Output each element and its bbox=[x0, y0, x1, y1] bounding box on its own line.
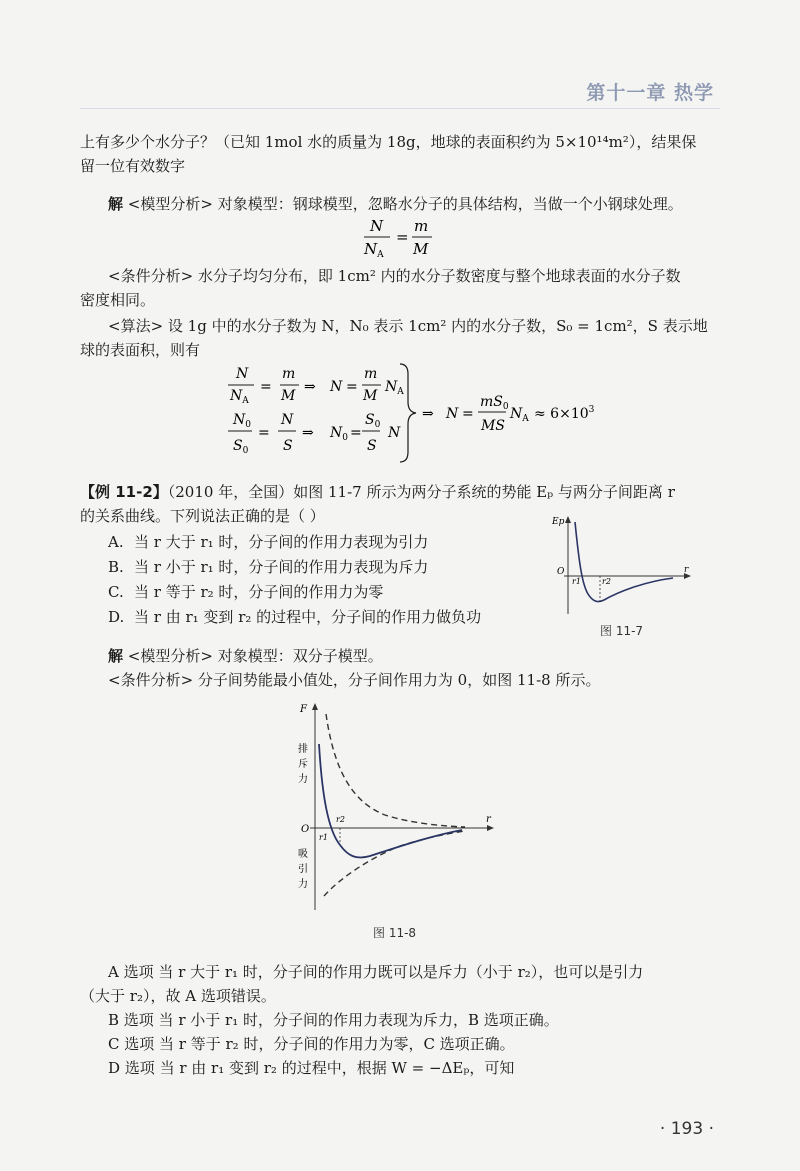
fig2-attract-1: 吸 bbox=[298, 849, 308, 860]
formula-system bbox=[228, 362, 608, 464]
svg-text:=: = bbox=[346, 379, 358, 395]
svg-text:m: m bbox=[282, 366, 296, 382]
intro-line-1: 上有多少个水分子？（已知 1mol 水的质量为 18g，地球的表面积约为 5×10¹⁴m²），结果保 bbox=[80, 133, 697, 151]
analysis-b: B 选项 当 r 小于 r₁ 时，分子间的作用力表现为斥力，B 选项正确。 bbox=[108, 1011, 559, 1029]
option-b-key: B. bbox=[108, 558, 124, 576]
fig2-r2: r2 bbox=[336, 815, 345, 824]
svg-text:NA: $N_A$ bbox=[385, 379, 404, 397]
figure-11-8 bbox=[290, 700, 500, 912]
option-a-key: A. bbox=[108, 533, 124, 551]
solution1-label: 解 bbox=[108, 195, 124, 213]
fig2-attract-3: 力 bbox=[298, 879, 308, 890]
fig2-repel-2: 斥 bbox=[298, 759, 308, 770]
solution1-cond-1: <条件分析> 水分子均匀分布，即 1cm² 内的水分子数密度与整个地球表面的水分子数 bbox=[108, 267, 681, 285]
svg-text:S0: $S_0$ bbox=[233, 438, 249, 456]
svg-text:N: N bbox=[370, 217, 384, 235]
svg-text:mS0: $mS_0$ bbox=[480, 394, 509, 412]
fig1-r1: r1 bbox=[572, 577, 581, 586]
solution1-algo-2: 球的表面积，则有 bbox=[80, 341, 201, 359]
fig1-r2: r2 bbox=[602, 577, 611, 586]
svg-text:NA: $N_A$ bbox=[364, 240, 384, 260]
example-line-2: 的关系曲线。下列说法正确的是（ ） bbox=[80, 507, 325, 525]
solution2-model-text: <模型分析> 对象模型：双分子模型。 bbox=[127, 647, 383, 665]
svg-text:⇒: ⇒ bbox=[422, 406, 434, 422]
svg-text:=: = bbox=[462, 406, 474, 422]
svg-text:N: N bbox=[446, 406, 459, 422]
option-c[interactable] bbox=[108, 580, 383, 604]
option-b-text: 当 r 小于 r₁ 时，分子间的作用力表现为斥力 bbox=[134, 558, 429, 576]
figure-11-7-caption: 图 11-7 bbox=[600, 624, 644, 638]
fig2-x-label: r bbox=[486, 814, 491, 825]
option-d-key: D. bbox=[108, 608, 125, 626]
svg-text:N: N bbox=[281, 412, 294, 428]
solution2-model bbox=[108, 644, 720, 668]
svg-text:S: S bbox=[367, 438, 377, 454]
intro-line-2: 留一位有效数字 bbox=[80, 157, 186, 175]
svg-text:≈ 6×103: ≈ $6\times 10^3$ bbox=[534, 405, 595, 422]
svg-text:⇒: ⇒ bbox=[304, 379, 316, 395]
option-a[interactable] bbox=[108, 530, 428, 554]
svg-text:=: = bbox=[260, 379, 272, 395]
option-b[interactable] bbox=[108, 555, 428, 579]
figure-11-8-caption: 图 11-8 bbox=[373, 926, 417, 940]
solution2-cond: <条件分析> 分子间势能最小值处，分子间作用力为 0，如图 11-8 所示。 bbox=[108, 671, 601, 689]
fig2-attract-2: 引 bbox=[298, 864, 308, 875]
option-a-text: 当 r 大于 r₁ 时，分子间的作用力表现为引力 bbox=[134, 533, 429, 551]
solution1-cond-2: 密度相同。 bbox=[80, 291, 156, 309]
fig2-origin: O bbox=[301, 824, 310, 835]
svg-text:⇒: ⇒ bbox=[302, 425, 314, 441]
option-d[interactable] bbox=[108, 605, 481, 629]
option-d-text: 当 r 由 r₁ 变到 r₂ 的过程中，分子间的作用力做负功 bbox=[134, 608, 482, 626]
svg-text:MS: MS bbox=[481, 418, 505, 434]
fig2-repel-3: 力 bbox=[298, 774, 308, 785]
fig2-repel-1: 排 bbox=[298, 744, 308, 755]
page-number: · 193 · bbox=[659, 1119, 714, 1139]
formula-ratio bbox=[360, 214, 460, 260]
svg-text:N0: $N_0$ bbox=[233, 412, 251, 430]
analysis-d: D 选项 当 r 由 r₁ 变到 r₂ 的过程中，根据 W = −ΔEₚ，可知 bbox=[108, 1059, 515, 1077]
svg-text:N0: $N_0$ bbox=[330, 425, 348, 443]
svg-text:M: M bbox=[413, 240, 429, 258]
svg-text:M: M bbox=[363, 388, 378, 404]
solution1-algo-1: <算法> 设 1g 中的水分子数为 N，N₀ 表示 1cm² 内的水分子数，S₀ = 1cm²，S 表示地 bbox=[108, 317, 708, 335]
header-rule bbox=[80, 108, 720, 109]
analysis-c: C 选项 当 r 等于 r₂ 时，分子间的作用力为零，C 选项正确。 bbox=[108, 1035, 515, 1053]
svg-text:NA: $N_A$ bbox=[510, 406, 529, 424]
svg-text:S0: $S_0$ bbox=[365, 412, 381, 430]
svg-text:=: = bbox=[258, 425, 270, 441]
fig1-y-label: Ep bbox=[552, 517, 565, 527]
svg-text:N: N bbox=[388, 425, 401, 441]
fig2-y-label: F bbox=[300, 704, 307, 715]
fig1-origin: O bbox=[557, 567, 565, 577]
svg-text:N: N bbox=[236, 366, 249, 382]
option-c-text: 当 r 等于 r₂ 时，分子间的作用力为零 bbox=[134, 583, 384, 601]
figure-11-7 bbox=[548, 512, 700, 622]
svg-text:=: = bbox=[350, 425, 362, 441]
option-c-key: C. bbox=[108, 583, 124, 601]
example-line-1-text: （2010 年，全国）如图 11-7 所示为两分子系统的势能 Eₚ 与两分子间距离 r bbox=[167, 483, 675, 501]
example-tag: 【例 11-2】 bbox=[80, 483, 168, 501]
svg-text:NA: $N_A$ bbox=[230, 388, 249, 406]
svg-text:=: = bbox=[396, 228, 409, 246]
svg-text:m: m bbox=[364, 366, 378, 382]
solution2-label: 解 bbox=[108, 647, 124, 665]
example-line-1 bbox=[80, 480, 720, 504]
fig1-x-label: r bbox=[684, 565, 689, 575]
svg-text:M: M bbox=[281, 388, 296, 404]
analysis-a-1: A 选项 当 r 大于 r₁ 时，分子间的作用力既可以是斥力（小于 r₂），也可以是引力 bbox=[108, 963, 644, 981]
svg-text:m: m bbox=[414, 217, 429, 235]
svg-text:S: S bbox=[283, 438, 293, 454]
solution1-model-text: <模型分析> 对象模型：钢球模型，忽略水分子的具体结构，当做一个小钢球处理。 bbox=[127, 195, 683, 213]
svg-text:N: N bbox=[330, 379, 343, 395]
chapter-header: 第十一章 热学 bbox=[586, 82, 714, 104]
solution1-model bbox=[108, 192, 720, 216]
analysis-a-2: （大于 r₂），故 A 选项错误。 bbox=[80, 987, 276, 1005]
fig2-r1: r1 bbox=[319, 833, 328, 842]
